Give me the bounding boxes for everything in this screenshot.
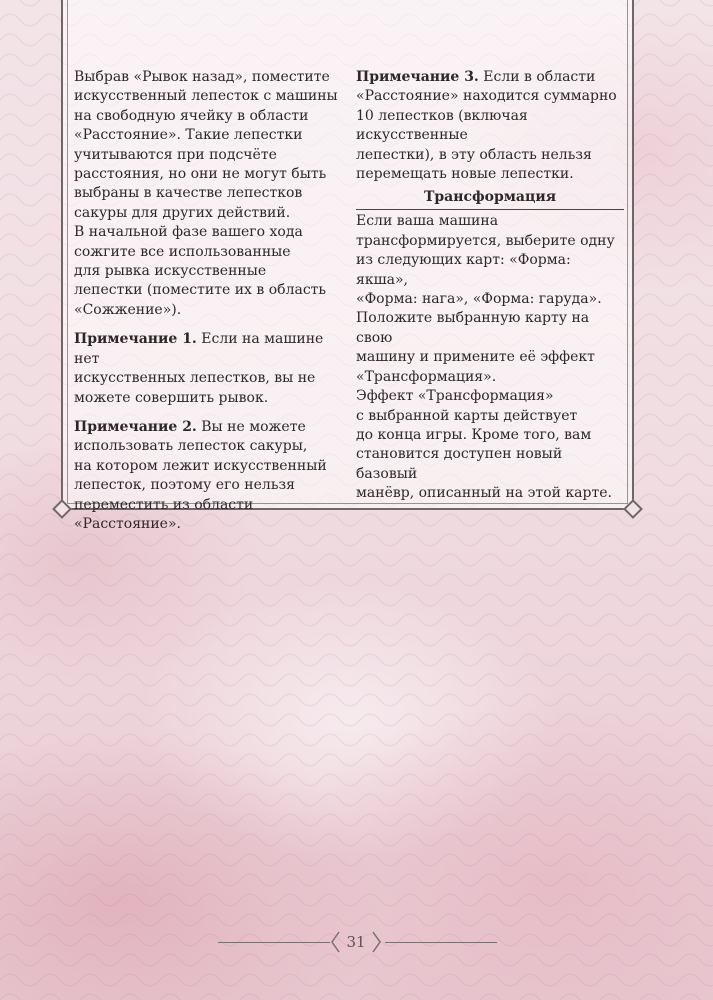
footer-rule-right [385, 942, 497, 943]
note-2-text: Вы не можете использовать лепесток сакуры, на котором лежит искусственный лепесток, поэтому его нельзя переместить из области «Расстояние». [74, 418, 327, 532]
right-column [356, 68, 624, 514]
transformation-effect: Эффект «Трансформация» с выбранной карты действует до конца игры. Кроме того, вам становится доступен новый базовый манёвр, описанный на этой карте. [356, 388, 612, 502]
frame-corner-right [623, 499, 643, 519]
left-column [74, 68, 350, 544]
note-2-label: Примечание 2. [74, 418, 197, 435]
page-number: 31 [346, 933, 366, 951]
note-3-label: Примечание 3. [356, 69, 479, 85]
note-1-text: Если на машине нет искусственных лепестков, вы не можете совершить рывок. [74, 331, 324, 406]
page-footer [0, 930, 713, 954]
note-2 [74, 418, 350, 534]
section-heading-transformation: Трансформация [356, 188, 624, 210]
footer-rule-left [218, 942, 330, 943]
note-1 [74, 330, 350, 408]
note-1-label: Примечание 1. [74, 331, 197, 348]
page-bracket-right-icon [372, 930, 382, 954]
transformation-rules: Если ваша машина трансформируется, выберите одну из следующих карт: «Форма: якша», «Форма: нага», «Форма: гаруда». Положите выбранную карту на свою машину и примените её эффект «Трансформация». [356, 213, 615, 385]
start-phase-rules: В начальной фазе вашего хода сожгите все использованные для рывка искусственные лепестки (поместите их в область «Сожжение»). [74, 224, 327, 318]
frame-corner-left [52, 499, 72, 519]
dash-back-rules: Выбрав «Рывок назад», поместите искусственный лепесток с машины на свободную ячейку в области «Расстояние». Такие лепестки учитываются при подсчёте расстояния, но они не могут быть выбраны в качестве лепестков сакуры для других действий. [74, 69, 338, 221]
note-3 [356, 68, 624, 184]
note-3-text: Если в области «Расстояние» находится суммарно 10 лепестков (включая искусственные лепестки), в эту область нельзя перемещать новые лепестки. [356, 69, 617, 183]
